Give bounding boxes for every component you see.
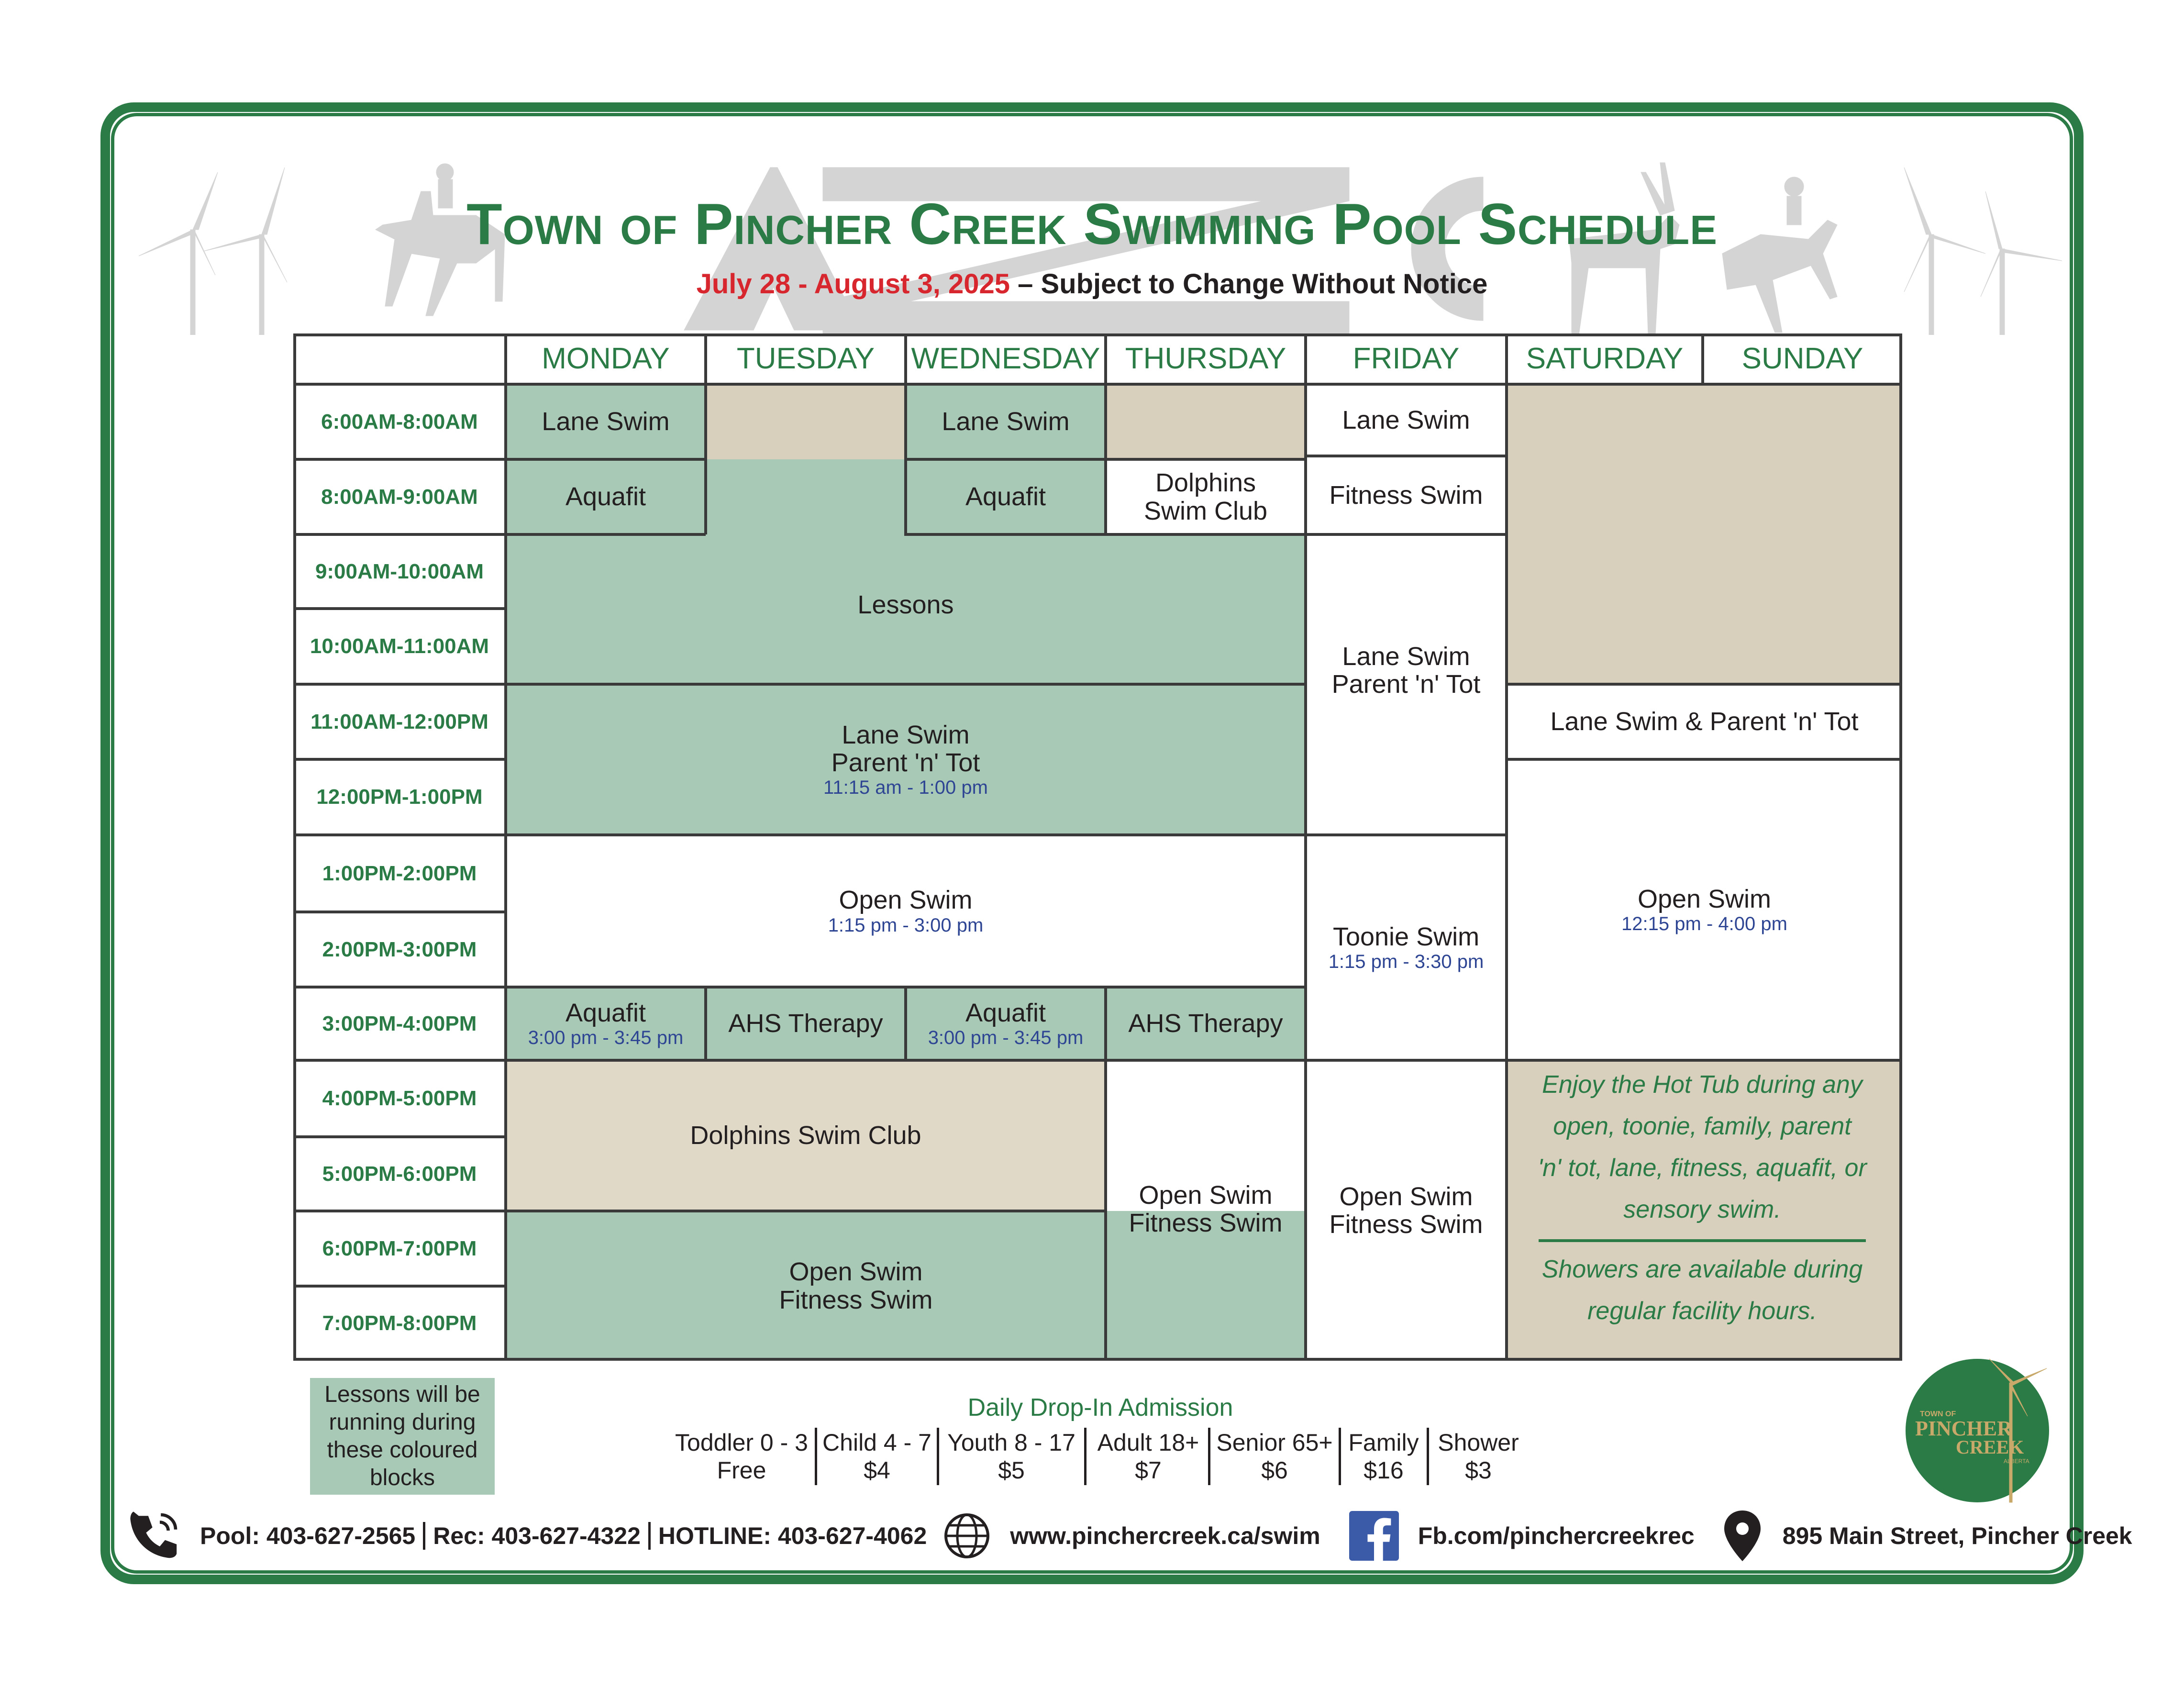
admission-separator: [1427, 1428, 1429, 1485]
admission-item: [670, 1429, 813, 1486]
time-label: 4:00PM-5:00PM: [322, 1087, 477, 1111]
page-title: Town of Pincher Creek Swimming Pool Schedule: [466, 191, 1718, 256]
grid-line: [504, 458, 706, 461]
admission-price: $5: [998, 1457, 1025, 1484]
grid-line: [293, 1285, 506, 1288]
logo-text: ALBERTA: [2004, 1458, 2029, 1465]
lessons-legend: [310, 1378, 495, 1495]
admission-item: [941, 1429, 1082, 1486]
admission-label: Adult 18+: [1097, 1429, 1199, 1456]
event-label: Lessons: [857, 590, 954, 620]
footer-separator: [648, 1522, 651, 1550]
time-label: 10:00AM-11:00AM: [310, 634, 489, 658]
grid-line: [293, 1210, 506, 1212]
event-label: Fitness Swim: [779, 1285, 933, 1314]
grid-line: [293, 911, 506, 913]
admission-price: $6: [1261, 1457, 1288, 1484]
closed-cell: [706, 384, 906, 459]
schedule-notice: – Subject to Change Without Notice: [1010, 268, 1488, 300]
time-label: 3:00PM-4:00PM: [322, 1011, 477, 1035]
admission-separator: [1084, 1428, 1086, 1485]
event-cell: [506, 684, 1306, 835]
grid-line: [704, 987, 707, 1060]
rec-phone[interactable]: Rec: 403-627-4322: [433, 1522, 641, 1549]
event-label: Fitness Swim: [1329, 1210, 1483, 1239]
event-label: Dolphins: [1155, 468, 1256, 498]
event-cell: [506, 835, 1306, 987]
event-time: 3:00 pm - 3:45 pm: [928, 1027, 1084, 1049]
note-line: Showers are available during: [1541, 1255, 1863, 1283]
hot-tub-note: [1506, 1061, 1898, 1360]
time-label: 6:00PM-7:00PM: [322, 1236, 477, 1260]
event-label: Aquafit: [565, 482, 646, 511]
event-time: 1:15 pm - 3:30 pm: [1328, 951, 1484, 973]
event-cell: [506, 987, 706, 1060]
grid-line: [1505, 758, 1902, 761]
event-cell: [1306, 1060, 1507, 1361]
map-pin-icon: [1723, 1510, 1762, 1562]
admission-item: [1212, 1429, 1337, 1486]
event-cell: [506, 1211, 1106, 1361]
time-label: 8:00AM-9:00AM: [321, 485, 478, 509]
grid-line: [293, 333, 1902, 336]
event-label: Open Swim: [1139, 1180, 1273, 1210]
facebook-icon: [1349, 1511, 1399, 1561]
grid-line: [1104, 987, 1107, 1361]
day-header: FRIDAY: [1353, 342, 1460, 375]
footer-contacts: [128, 1517, 2132, 1555]
grid-line: [504, 333, 507, 1361]
website-link[interactable]: www.pinchercreek.ca/swim: [1010, 1522, 1320, 1549]
admission-price: Free: [717, 1457, 766, 1484]
legend-text: Lessons will be running during these coloured blocks: [324, 1382, 480, 1490]
admission-price: $16: [1364, 1457, 1404, 1484]
event-label: Parent 'n' Tot: [1331, 670, 1481, 699]
day-header: SATURDAY: [1526, 342, 1684, 375]
event-label: Aquafit: [965, 998, 1046, 1027]
grid-line: [1304, 333, 1307, 1361]
event-cell: [1507, 684, 1902, 759]
note-line: Enjoy the Hot Tub during any: [1542, 1071, 1862, 1099]
event-cell: [906, 384, 1106, 459]
time-label: 1:00PM-2:00PM: [322, 861, 477, 885]
event-cell: [906, 987, 1106, 1060]
grid-line: [704, 333, 707, 384]
grid-line: [293, 986, 506, 988]
grid-line: [293, 458, 506, 461]
closed-cell: [1106, 384, 1306, 459]
phone-icon: [128, 1510, 181, 1562]
event-label: Open Swim: [1339, 1182, 1473, 1211]
grid-line: [1505, 683, 1902, 686]
logo-text: TOWN OF: [1920, 1410, 1956, 1418]
time-label: 2:00PM-3:00PM: [322, 937, 477, 961]
globe-icon: [943, 1512, 991, 1560]
event-label: Parent 'n' Tot: [831, 748, 980, 777]
note-divider: [1539, 1239, 1866, 1242]
note-line: open, toonie, family, parent: [1553, 1112, 1851, 1140]
event-cell: [1306, 456, 1507, 534]
grid-line: [504, 833, 1507, 836]
event-label: Fitness Swim: [1129, 1209, 1283, 1237]
event-label: Open Swim: [1637, 884, 1772, 913]
admission-item: [819, 1429, 935, 1486]
admission-label: Family: [1348, 1429, 1419, 1456]
event-label: Lane Swim: [1342, 405, 1470, 434]
time-label: 5:00PM-6:00PM: [322, 1162, 477, 1186]
event-cell: [1106, 1147, 1306, 1271]
admission-item: [1342, 1429, 1425, 1486]
admission-label: Senior 65+: [1216, 1429, 1333, 1456]
logo-text: CREEK: [1956, 1436, 2024, 1458]
grid-line: [1104, 333, 1107, 384]
day-header: MONDAY: [542, 342, 670, 375]
event-label: Aquafit: [565, 998, 646, 1027]
event-cell: [1306, 534, 1507, 835]
admission-price: $4: [864, 1457, 890, 1484]
grid-line: [904, 458, 1106, 461]
day-header: THURSDAY: [1125, 342, 1286, 375]
note-line: 'n' tot, lane, fitness, aquafit, or: [1538, 1154, 1867, 1182]
time-label: 9:00AM-10:00AM: [315, 559, 484, 583]
event-label: AHS Therapy: [728, 1009, 883, 1038]
day-header: WEDNESDAY: [911, 342, 1100, 375]
event-cell: [506, 534, 1306, 684]
time-label: 6:00AM-8:00AM: [321, 410, 478, 433]
grid-line: [293, 1059, 506, 1062]
event-cell: [1306, 384, 1507, 456]
grid-line: [293, 533, 506, 536]
admission-separator: [815, 1428, 817, 1485]
event-cell: [706, 987, 906, 1060]
event-label: Fitness Swim: [1329, 480, 1483, 510]
day-header: TUESDAY: [736, 342, 875, 375]
pool-phone[interactable]: Pool: 403-627-2565: [200, 1522, 416, 1549]
event-label: Toonie Swim: [1332, 922, 1480, 951]
hotline-phone[interactable]: HOTLINE: 403-627-4062: [658, 1522, 927, 1549]
admission-label: Youth 8 - 17: [947, 1429, 1075, 1456]
event-time: 11:15 am - 1:00 pm: [823, 777, 988, 799]
event-cell: [506, 1060, 1106, 1211]
address: 895 Main Street, Pincher Creek: [1782, 1522, 2132, 1549]
schedule-dates: July 28 - August 3, 2025: [696, 268, 1010, 300]
admission-price: $7: [1135, 1457, 1162, 1484]
footer-separator: [423, 1522, 425, 1550]
event-cell: [506, 459, 706, 534]
grid-line: [504, 683, 1306, 686]
grid-line: [1104, 458, 1306, 461]
event-cell: [506, 384, 706, 459]
grid-line: [293, 1135, 506, 1138]
grid-line: [293, 607, 506, 610]
facebook-link[interactable]: Fb.com/pinchercreekrec: [1418, 1522, 1695, 1549]
event-cell: [906, 459, 1106, 534]
admission-separator: [1339, 1428, 1341, 1485]
grid-line: [904, 533, 1306, 536]
event-cell: [706, 459, 906, 534]
pincher-creek-logo: [1903, 1354, 2056, 1507]
event-label: Lane Swim: [842, 720, 970, 749]
page-subtitle: [0, 268, 2184, 300]
event-time: 1:15 pm - 3:00 pm: [828, 914, 984, 936]
time-label: 7:00PM-8:00PM: [322, 1311, 477, 1335]
admission-label: Shower: [1438, 1429, 1519, 1456]
logo-text: PINCHER: [1915, 1417, 2012, 1440]
event-label: Open Swim: [839, 886, 973, 915]
time-label: 11:00AM-12:00PM: [310, 710, 488, 733]
grid-line: [293, 333, 296, 1361]
admission-title: Daily Drop-In Admission: [967, 1394, 1233, 1421]
event-cell: [1306, 835, 1507, 1060]
event-label: Dolphins Swim Club: [690, 1121, 921, 1150]
event-label: Lane Swim & Parent 'n' Tot: [1550, 707, 1859, 736]
grid-line: [1304, 533, 1507, 536]
admission-separator: [937, 1428, 939, 1485]
event-label: Swim Club: [1143, 496, 1268, 525]
grid-line: [293, 758, 506, 761]
admission-item: [1430, 1429, 1526, 1486]
grid-line: [1899, 333, 1902, 1361]
grid-line: [504, 1210, 1106, 1212]
note-line: sensory swim.: [1623, 1196, 1781, 1223]
grid-line: [1701, 333, 1704, 384]
event-time: 3:00 pm - 3:45 pm: [528, 1027, 684, 1049]
event-time: 12:15 pm - 4:00 pm: [1621, 913, 1787, 935]
event-cell: [1106, 987, 1306, 1060]
admission-item: [1088, 1429, 1208, 1486]
grid-line: [1304, 455, 1507, 457]
grid-line: [904, 987, 907, 1060]
corner-cell: [293, 333, 506, 384]
admission-price: $3: [1465, 1457, 1492, 1484]
grid-line: [293, 833, 506, 836]
closed-cell: [1507, 384, 1902, 684]
event-label: Aquafit: [965, 482, 1046, 511]
grid-line: [904, 333, 907, 384]
admission-separator: [1208, 1428, 1210, 1485]
time-label: 12:00PM-1:00PM: [316, 785, 483, 809]
event-cell: [1507, 759, 1902, 1060]
grid-line: [293, 383, 1902, 386]
event-cell: [1106, 459, 1306, 534]
admission-label: Toddler 0 - 3: [675, 1429, 808, 1456]
admission-label: Child 4 - 7: [822, 1429, 931, 1456]
event-label: Lane Swim: [1342, 642, 1470, 671]
event-label: Lane Swim: [542, 407, 670, 436]
event-label: AHS Therapy: [1128, 1009, 1283, 1038]
grid-line: [293, 683, 506, 686]
event-label: Open Swim: [789, 1257, 923, 1287]
note-line: regular facility hours.: [1587, 1297, 1817, 1325]
event-label: Lane Swim: [942, 407, 1070, 436]
grid-line: [504, 533, 706, 536]
day-header: SUNDAY: [1741, 342, 1863, 375]
